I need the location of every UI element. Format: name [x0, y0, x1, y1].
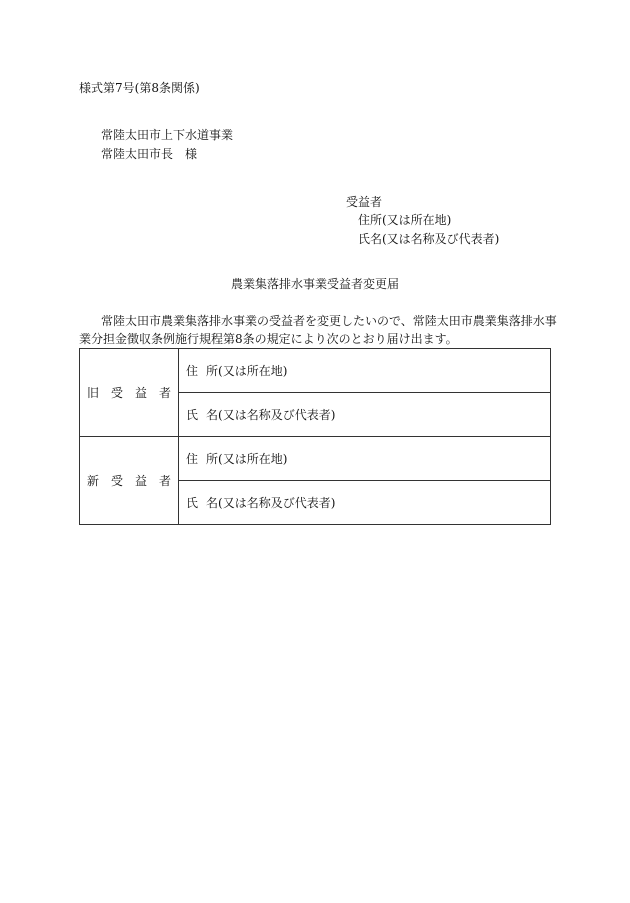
new-address-prefix: 住	[186, 452, 199, 466]
old-name-prefix: 氏	[186, 408, 199, 422]
old-beneficiary-label-cell	[80, 349, 183, 437]
addressee-mayor: 常陸太田市長 様	[101, 147, 198, 161]
old-address-label: 所(又は所在地)	[206, 364, 288, 378]
new-beneficiary-label-cell	[80, 437, 183, 525]
new-name-label: 名(又は名称及び代表者)	[206, 496, 336, 510]
form-number: 様式第7号(第8条関係)	[79, 81, 200, 95]
new-beneficiary-name-field[interactable]	[179, 481, 551, 525]
applicant-name-label: 氏名(又は名称及び代表者)	[358, 232, 500, 246]
old-address-prefix: 住	[186, 364, 199, 378]
applicant-address-label: 住所(又は所在地)	[358, 213, 452, 227]
old-beneficiary-address-row	[80, 349, 551, 393]
document-title: 農業集落排水事業受益者変更届	[230, 277, 399, 291]
beneficiary-table	[79, 348, 551, 525]
body-text-line-2: 業分担金徴収条例施行規程第8条の規定により次のとおり届け出ます。	[79, 332, 458, 346]
applicant-heading: 受益者	[346, 195, 383, 209]
old-beneficiary-label: 旧受益者	[86, 386, 183, 400]
body-text-line-1: 常陸太田市農業集落排水事業の受益者を変更したいので、常陸太田市農業集落排水事	[101, 314, 557, 328]
old-name-label: 名(又は名称及び代表者)	[206, 408, 336, 422]
new-beneficiary-label: 新受益者	[86, 474, 183, 488]
new-address-label: 所(又は所在地)	[206, 452, 288, 466]
new-beneficiary-address-row	[80, 437, 551, 481]
new-name-prefix: 氏	[186, 496, 199, 510]
old-beneficiary-name-field[interactable]	[179, 393, 551, 437]
new-beneficiary-address-field[interactable]	[179, 437, 551, 481]
addressee-organization: 常陸太田市上下水道事業	[101, 128, 234, 142]
old-beneficiary-address-field[interactable]	[179, 349, 551, 393]
